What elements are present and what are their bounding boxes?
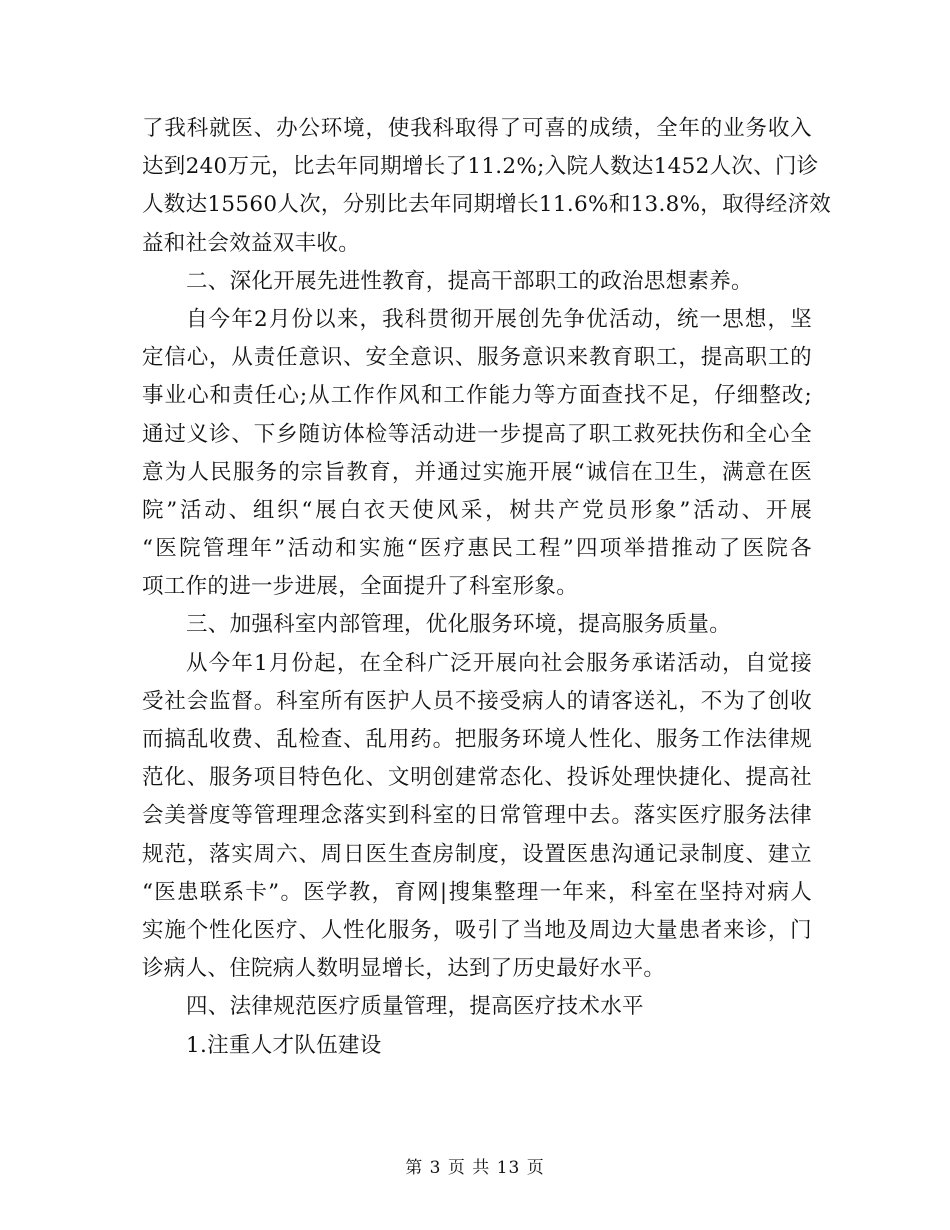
paragraph-line: 事业心和责任心;从工作作风和工作能力等方面查找不足，仔细整改;: [142, 383, 812, 409]
paragraph-line: 诊病人、住院病人数明显增长，达到了历史最好水平。: [142, 956, 666, 982]
paragraph-line: 益和社会效益双丰收。: [142, 230, 361, 256]
paragraph-line: 定信心，从责任意识、安全意识、服务意识来教育职工，提高职工的: [142, 345, 812, 371]
paragraph-line: 范化、服务项目特色化、文明创建常态化、投诉处理快捷化、提高社: [142, 765, 812, 791]
paragraph-line: 意为人民服务的宗旨教育，并通过实施开展“诚信在卫生，满意在医: [142, 459, 812, 485]
paragraph-line: “医患联系卡”。医学教，育网|搜集整理一年来，科室在坚持对病人: [142, 879, 812, 905]
paragraph-line: 受社会监督。科室所有医护人员不接受病人的请客送礼，不为了创收: [142, 688, 812, 714]
section-heading: 二、深化开展先进性教育，提高干部职工的政治思想素养。: [186, 268, 753, 294]
paragraph-line: 院”活动、组织“展白衣天使风采，树共产党员形象”活动、开展: [142, 497, 812, 523]
page-number-footer: 第 3 页 共 13 页: [405, 1158, 545, 1178]
section-heading: 1.注重人才队伍建设: [186, 1032, 382, 1058]
paragraph-line: 而搞乱收费、乱检查、乱用药。把服务环境人性化、服务工作法律规: [142, 727, 812, 752]
paragraph-line: 规范，落实周六、周日医生查房制度，设置医患沟通记录制度、建立: [142, 841, 812, 867]
paragraph-line: 人数达15560人次，分别比去年同期增长11.6%和13.8%，取得经济效: [142, 192, 832, 218]
paragraph-line: 从今年1月份起，在全科广泛开展向社会服务承诺活动，自觉接: [186, 650, 812, 676]
paragraph-line: 实施个性化医疗、人性化服务，吸引了当地及周边大量患者来诊，门: [142, 917, 812, 943]
section-heading: 三、加强科室内部管理，优化服务环境，提高服务质量。: [186, 612, 732, 638]
section-heading: 四、法律规范医疗质量管理，提高医疗技术水平: [186, 994, 644, 1020]
paragraph-line: 达到240万元，比去年同期增长了11.2%;入院人数达1452人次、门诊: [142, 154, 819, 180]
paragraph-line: 会美誉度等管理理念落实到科室的日常管理中去。落实医疗服务法律: [142, 803, 812, 829]
paragraph-line: 通过义诊、下乡随访体检等活动进一步提高了职工救死扶伤和全心全: [142, 421, 812, 447]
paragraph-line: 了我科就医、办公环境，使我科取得了可喜的成绩，全年的业务收入: [142, 116, 812, 141]
paragraph-line: “医院管理年”活动和实施“医疗惠民工程”四项举措推动了医院各: [142, 536, 812, 562]
paragraph-line: 项工作的进一步进展，全面提升了科室形象。: [142, 574, 579, 600]
document-body: [142, 110, 832, 1065]
paragraph-line: 自今年2月份以来，我科贯彻开展创先争优活动，统一思想，坚: [186, 306, 812, 332]
